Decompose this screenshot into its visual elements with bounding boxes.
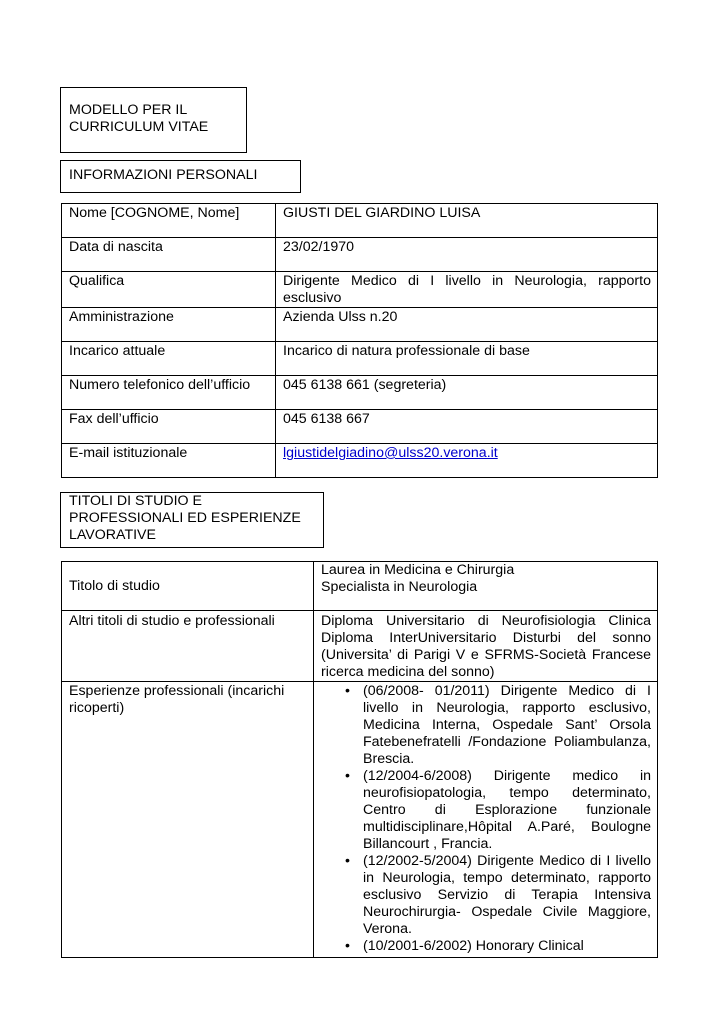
- list-item: [321, 768, 651, 853]
- table-row: [62, 272, 658, 308]
- cv-model-title-box: [60, 87, 247, 153]
- list-item: [321, 683, 651, 768]
- office-fax-label: Fax dell’ufficio: [62, 410, 276, 444]
- bullet-icon: •: [345, 768, 350, 784]
- email-link[interactable]: lgiustidelgiadino@ulss20.verona.it: [283, 445, 498, 461]
- birthdate-value: 23/02/1970: [276, 238, 658, 272]
- studies-heading-box: [60, 492, 324, 548]
- bullet-icon: •: [345, 938, 350, 954]
- office-phone-value: 045 6138 661 (segreteria): [276, 376, 658, 410]
- table-row: [62, 611, 658, 682]
- degree-line-1: Laurea in Medicina e Chirurgia: [321, 562, 515, 578]
- cv-title-line-2: CURRICULUM VITAE: [69, 119, 209, 135]
- experience-text: (12/2002-5/2004) Dirigente Medico di I livello in Neurologia, tempo determinato, rapporto esclusivo Servizio di Terapia Intensiva Neurochirurgia- Ospedale Civile Maggiore, Verona.: [363, 853, 651, 937]
- administration-label: Amministrazione: [62, 308, 276, 342]
- table-row: [62, 308, 658, 342]
- personal-info-table: [61, 203, 658, 478]
- administration-value: Azienda Ulss n.20: [276, 308, 658, 342]
- other-titles-line-1: Diploma Universitario di Neurofisiologia Clinica: [321, 613, 651, 629]
- qualification-value: Dirigente Medico di I livello in Neurologia, rapporto esclusivo: [276, 272, 658, 308]
- other-titles-line-2: Diploma InterUniversitario Disturbi del sonno (Universita’ di Parigi V e SFRMS-Società Francese ricerca medicina del sonno): [321, 630, 651, 680]
- office-fax-value: 045 6138 667: [276, 410, 658, 444]
- current-role-label: Incarico attuale: [62, 342, 276, 376]
- experience-cell: [314, 682, 658, 958]
- table-row: [62, 204, 658, 238]
- office-phone-label: Numero telefonico dell’ufficio: [62, 376, 276, 410]
- experience-text: (06/2008- 01/2011) Dirigente Medico di I livello in Neurologia, rapporto esclusivo, Medicina Interna, Ospedale Sant’ Orsola Fatebenefratelli /Fondazione Poliambulanza, Brescia.: [363, 683, 651, 767]
- table-row: [62, 376, 658, 410]
- studies-heading-line-1: TITOLI DI STUDIO E: [69, 493, 202, 509]
- personal-info-heading-box: [60, 160, 301, 193]
- experience-label: Esperienze professionali (incarichi ricoperti): [62, 682, 314, 958]
- email-cell: [276, 444, 658, 478]
- degree-label: Titolo di studio: [62, 562, 314, 611]
- table-row: [62, 682, 658, 958]
- other-titles-label: Altri titoli di studio e professionali: [62, 611, 314, 682]
- other-titles-cell: [314, 611, 658, 682]
- table-row: [62, 410, 658, 444]
- studies-table: [61, 561, 658, 958]
- bullet-icon: •: [345, 683, 350, 699]
- cv-title-line-1: MODELLO PER IL: [69, 102, 188, 118]
- list-item: [321, 938, 651, 955]
- current-role-value: Incarico di natura professionale di base: [276, 342, 658, 376]
- studies-heading-line-2: PROFESSIONALI ED ESPERIENZE: [69, 510, 301, 526]
- qualification-label: Qualifica: [62, 272, 276, 308]
- list-item: [321, 853, 651, 938]
- degree-cell: [314, 562, 658, 611]
- bullet-icon: •: [345, 853, 350, 869]
- experience-list: [321, 683, 651, 955]
- table-row: [62, 238, 658, 272]
- table-row: [62, 562, 658, 611]
- personal-info-heading: INFORMAZIONI PERSONALI: [69, 167, 258, 183]
- table-row: [62, 342, 658, 376]
- table-row: [62, 444, 658, 478]
- birthdate-label: Data di nascita: [62, 238, 276, 272]
- experience-text: (12/2004-6/2008) Dirigente medico in neurofisiopatologia, tempo determinato, Centro di Esplorazione funzionale multidisciplinare,Hôpital A.Paré, Boulogne Billancourt , Francia.: [363, 768, 651, 852]
- email-label: E-mail istituzionale: [62, 444, 276, 478]
- experience-text: (10/2001-6/2002) Honorary Clinical: [363, 938, 584, 954]
- name-label: Nome [COGNOME, Nome]: [62, 204, 276, 238]
- studies-heading-line-3: LAVORATIVE: [69, 527, 156, 543]
- name-value: GIUSTI DEL GIARDINO LUISA: [276, 204, 658, 238]
- degree-line-2: Specialista in Neurologia: [321, 579, 478, 595]
